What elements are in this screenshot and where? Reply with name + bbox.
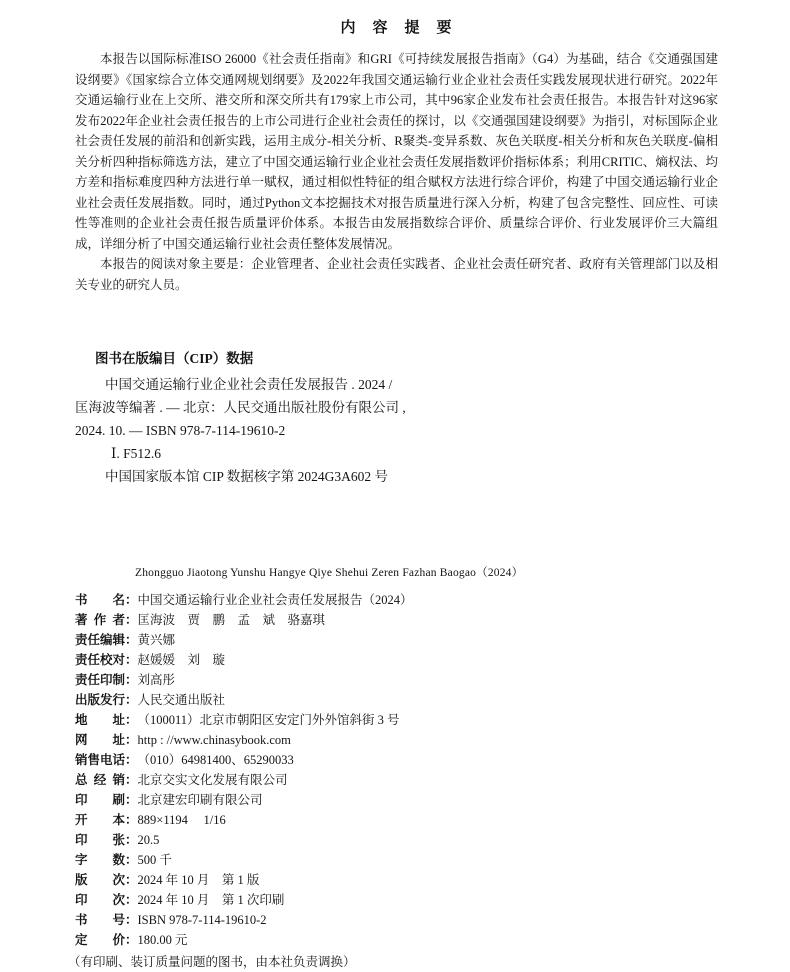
cip-line-registry-number: 中国国家版本馆 CIP 数据核字第 2024G3A602 号 bbox=[105, 469, 389, 484]
publication-row-authors bbox=[75, 610, 718, 630]
publication-value: 2024 年 10 月 第 1 版 bbox=[137, 873, 260, 887]
publication-label: 著 作 者： bbox=[75, 613, 138, 627]
publication-value: 黄兴娜 bbox=[137, 633, 176, 647]
cip-line-isbn: 2024. 10. — ISBN 978-7-114-19610-2 bbox=[75, 423, 286, 438]
publication-info-list bbox=[75, 590, 718, 950]
publication-value: 中国交通运输行业企业社会责任发展报告（2024） bbox=[137, 593, 413, 607]
cip-line-author-publisher: 匡海波等编著 . — 北京：人民交通出版社股份有限公司 , bbox=[75, 400, 406, 415]
abstract-paragraph-2: 本报告的阅读对象主要是：企业管理者、企业社会责任实践者、企业社会责任研究者、政府有关管理部门以及相关专业的研究人员。 bbox=[75, 257, 718, 292]
publication-value: http : //www.chinasybook.com bbox=[137, 733, 291, 747]
publication-label: 责任编辑： bbox=[75, 633, 138, 647]
publication-row-price bbox=[75, 930, 718, 950]
publication-label: 版 次： bbox=[75, 873, 138, 887]
publication-value: 2024 年 10 月 第 1 次印刷 bbox=[137, 893, 285, 907]
publication-value: 北京交实文化发展有限公司 bbox=[137, 773, 288, 787]
publication-label: 书 号： bbox=[75, 913, 138, 927]
publication-value: ISBN 978-7-114-19610-2 bbox=[137, 913, 267, 927]
publication-label: 地 址： bbox=[75, 713, 138, 727]
publication-value: 500 千 bbox=[137, 853, 172, 867]
publication-label: 印 刷： bbox=[75, 793, 138, 807]
publication-value: 赵媛媛 刘 璇 bbox=[137, 653, 226, 667]
publication-row-impression bbox=[75, 890, 718, 910]
publication-row-printer bbox=[75, 790, 718, 810]
publication-row-book-title bbox=[75, 590, 718, 610]
publication-row-distributor bbox=[75, 770, 718, 790]
publication-label: 印 次： bbox=[75, 893, 138, 907]
publication-value: 人民交通出版社 bbox=[137, 693, 226, 707]
abstract-paragraph-1: 本报告以国际标准ISO 26000《社会责任指南》和GRI《可持续发展报告指南》（G4）为基础，结合《交通强国建设纲要》《国家综合立体交通网规划纲要》及2022年我国交通运输行业企业社会责任实践发展现状进行研究。2022年交通运输行业在上交所、港交所和深交所共有179家上市公司，其中96家企业发布社会责任报告。本报告针对这96家发布2022年企业社会责任报告的上市公司进行企业社会责任的探讨，以《交通强国建设纲要》为指引，对标国际企业社会责任发展的前沿和创新实践，运用主成分-相关分析、R聚类-变异系数、灰色关联度-相关分析和灰色关联度-偏相关分析四种指标筛选方法，建立了中国交通运输行业企业社会责任发展指数评价指标体系；利用CRITIC、熵权法、均方差和指标难度四种方法进行单一赋权，通过相似性特征的组合赋权方法进行综合评价，构建了中国交通运输行业企业社会责任发展指数。同时，通过Python文本挖掘技术对报告质量进行深入分析，构建了包含完整性、回应性、可读性等准则的企业社会责任报告质量评价体系。本报告由发展指数综合评价、质量综合评价、行业发展评价三大篇组成，详细分析了中国交通运输行业社会责任整体发展情况。 bbox=[75, 52, 718, 251]
publication-value: 刘高彤 bbox=[137, 673, 176, 687]
cip-line-title: 中国交通运输行业企业社会责任发展报告 . 2024 / bbox=[105, 377, 393, 392]
publication-value: 匡海波 贾 鹏 孟 斌 骆嘉琪 bbox=[137, 613, 326, 627]
publication-value: 180.00 元 bbox=[137, 933, 188, 947]
pinyin-title: Zhongguo Jiaotong Yunshu Hangye Qiye Shehui Zeren Fazhan Baogao（2024） bbox=[135, 567, 524, 579]
publication-label: 网 址： bbox=[75, 733, 138, 747]
publication-value: 889×1194 1/16 bbox=[137, 813, 226, 827]
publication-label: 开 本： bbox=[75, 813, 138, 827]
cip-line-classification: Ⅰ. F512.6 bbox=[111, 446, 161, 461]
publication-value: （100011）北京市朝阳区安定门外外馆斜街 3 号 bbox=[137, 713, 400, 727]
publication-row-publisher bbox=[75, 690, 718, 710]
publication-value: （010）64981400、65290033 bbox=[137, 753, 294, 767]
publication-value: 北京建宏印刷有限公司 bbox=[137, 793, 263, 807]
publication-row-website bbox=[75, 730, 718, 750]
publication-row-address bbox=[75, 710, 718, 730]
publication-value: 20.5 bbox=[137, 833, 160, 847]
publication-row-proofreaders bbox=[75, 650, 718, 670]
publication-label: 责任校对： bbox=[75, 653, 138, 667]
publication-label: 销售电话： bbox=[75, 753, 138, 767]
publication-row-format bbox=[75, 810, 718, 830]
publication-label: 责任印制： bbox=[75, 673, 138, 687]
publication-label: 出版发行： bbox=[75, 693, 138, 707]
publication-row-isbn bbox=[75, 910, 718, 930]
publication-label: 印 张： bbox=[75, 833, 138, 847]
cip-section bbox=[75, 347, 718, 488]
footer-note: （有印刷、装订质量问题的图书，由本社负责调换） bbox=[68, 955, 356, 969]
publication-label: 字 数： bbox=[75, 853, 138, 867]
publication-row-word-count bbox=[75, 850, 718, 870]
publication-row-sheets bbox=[75, 830, 718, 850]
publication-row-sales-phone bbox=[75, 750, 718, 770]
publication-row-print-supervisor bbox=[75, 670, 718, 690]
publication-row-edition bbox=[75, 870, 718, 890]
publication-label: 书 名： bbox=[75, 593, 138, 607]
page-title: 内 容 提 要 bbox=[340, 20, 453, 36]
publication-label: 定 价： bbox=[75, 933, 138, 947]
cip-heading: 图书在版编目（CIP）数据 bbox=[95, 351, 254, 366]
publication-label: 总 经 销： bbox=[75, 773, 138, 787]
publication-row-editor bbox=[75, 630, 718, 650]
